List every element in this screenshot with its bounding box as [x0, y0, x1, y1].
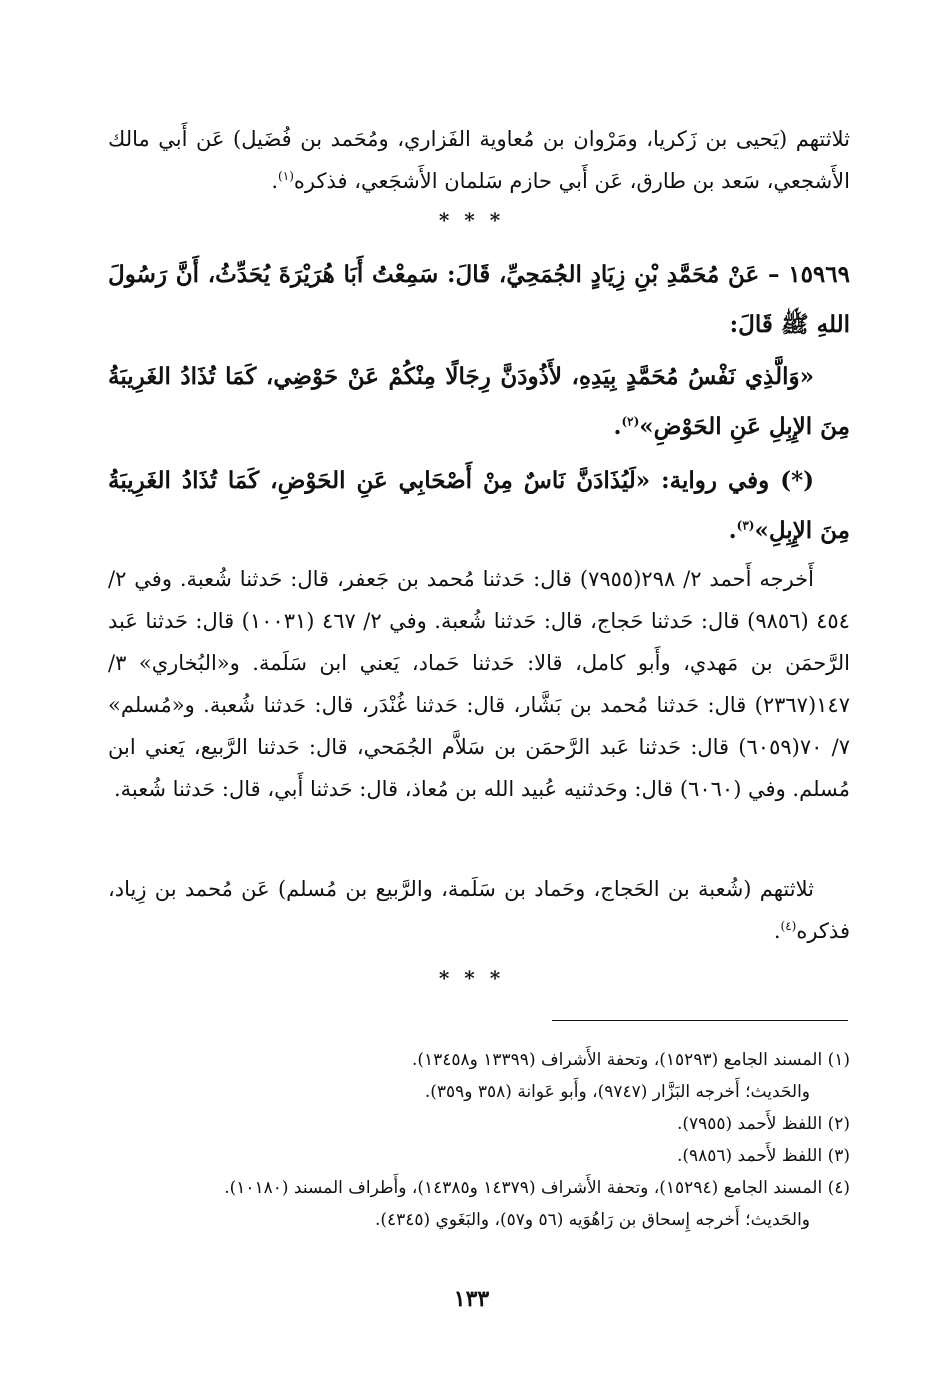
footnote-4-continuation: والحَديث؛ أَخرجه إِسحاق بن رَاهُوَيه (٥٦ و٥٧)، والبَغَوي (٤٣٤٥). — [374, 1210, 810, 1230]
footnotes — [108, 1044, 850, 1236]
conclusion-text: ثلاثتهم (شُعبة بن الحَجاج، وحَماد بن سَلَمة، والرَّبيع بن مُسلم) عَن مُحمد بن زِياد، فذكره — [108, 877, 850, 943]
hadith-header — [108, 250, 850, 350]
section-separator-1: * * * — [438, 208, 505, 232]
footnote-3: (٣) اللفظ لأَحمد (٩٨٥٦). — [676, 1146, 850, 1166]
takhrij-paragraph: أَخرجه أَحمد ٢/ ٢٩٨(٧٩٥٥) قال: حَدثنا مُحمد بن جَعفر، قال: حَدثنا شُعبة. وفي ٢/ ٤٥٤ (٩٨٥٦) قال: حَدثنا حَجاج، قال: حَدثنا شُعبة. وفي ٢/ ٤٦٧ (١٠٠٣١) قال: حَدثنا عَبد الرَّحمَن بن مَهدي، وأَبو كامل، قالا: حَدثنا حَماد، يَعني ابن سَلَمة. و«البُخاري» ٣/ ١٤٧(٢٣٦٧) قال: حَدثنا مُحمد بن بَشَّار، قال: حَدثنا غُنْدَر، قال: حَدثنا شُعبة. و«مُسلم» ٧/ ٧٠(٦٠٥٩) قال: حَدثنا عَبد الرَّحمَن بن سَلاَّم الجُمَحي، قال: حَدثنا الرَّبيع، يَعني ابن مُسلم. وفي (٦٠٦٠) قال: وحَدثنيه عُبيد الله بن مُعاذ، قال: حَدثنا أَبي، قال: حَدثنا شُعبة. — [108, 567, 850, 801]
footnote-ref-3: (٣) — [736, 518, 755, 533]
hadith-matn: «وَالَّذِي نَفْسُ مُحَمَّدٍ بِيَدِهِ، لأَذُودَنَّ رِجَالًا مِنْكُمْ عَنْ حَوْضِي، كَمَا تُذَادُ الغَرِيبَةُ مِنَ الإِبِلِ عَنِ الحَوْضِ»$^{(٢)}$. — [108, 363, 850, 440]
hadith-isnad: عَنْ مُحَمَّدِ بْنِ زِيَادٍ الجُمَحِيِّ، قَالَ: سَمِعْتُ أَبَا هُرَيْرَةَ يُحَدِّثُ، أَنَّ رَسُولَ اللهِ ﷺ قَالَ: — [108, 261, 850, 338]
hadith-number: ١٥٩٦٩ – — [767, 261, 850, 288]
footnote-1-continuation: والحَديث؛ أَخرجه البَزَّار (٩٧٤٧)، وأَبو عَوانة (٣٥٨ و٣٥٩). — [424, 1082, 810, 1102]
footnote-ref-4: (٤) — [780, 919, 797, 933]
conclusion-paragraph: ثلاثتهم (شُعبة بن الحَجاج، وحَماد بن سَلَمة، والرَّبيع بن مُسلم) عَن مُحمد بن زِياد، فذكره$^{(٤)}$. — [108, 877, 850, 943]
intro-paragraph: ثلاثتهم (يَحيى بن زَكريا، ومَرْوان بن مُعاوية الفَزاري، ومُحَمد بن فُضَيل) عَن أَبي مالك الأَشجعي، سَعد بن طارق، عَن أَبي حازم سَلمان الأَشجَعي، فذكره$^{(١)}$. — [108, 127, 850, 193]
page-number: ١٣٣ — [453, 1286, 490, 1312]
hadith-matn-text: «وَالَّذِي نَفْسُ مُحَمَّدٍ بِيَدِهِ، لأَذُودَنَّ رِجَالًا مِنْكُمْ عَنْ حَوْضِي، كَمَا تُذَادُ الغَرِيبَةُ مِنَ الإِبِلِ عَنِ الحَوْضِ» — [108, 363, 850, 440]
hadith-riwaya: (*) وفي رواية: «لَيُذَادَنَّ نَاسٌ مِنْ أَصْحَابِي عَنِ الحَوْضِ، كَمَا تُذَادُ الغَرِيبَةُ مِنَ الإِبِلِ»$^{(٣)}$. — [108, 467, 850, 544]
intro-text: ثلاثتهم (يَحيى بن زَكريا، ومَرْوان بن مُعاوية الفَزاري، ومُحَمد بن فُضَيل) عَن أَبي مالك الأَشجعي، سَعد بن طارق، عَن أَبي حازم سَلمان الأَشجَعي، فذكره — [108, 127, 850, 193]
footnote-ref-2: (٢) — [621, 414, 640, 429]
footnote-divider — [552, 1020, 848, 1021]
footnote-4: (٤) المسند الجامع (١٥٢٩٤)، وتحفة الأَشراف (١٤٣٧٩ و١٤٣٨٥)، وأَطراف المسند (١٠١٨٠). — [224, 1178, 850, 1198]
section-separator-2: * * * — [438, 966, 505, 990]
footnote-1: (١) المسند الجامع (١٥٢٩٣)، وتحفة الأَشراف (١٣٣٩٩ و١٣٤٥٨). — [411, 1050, 850, 1070]
footnote-2: (٢) اللفظ لأَحمد (٧٩٥٥). — [676, 1114, 850, 1134]
footnote-ref-1: (١) — [278, 169, 294, 183]
hadith-riwaya-text: (*) وفي رواية: «لَيُذَادَنَّ نَاسٌ مِنْ أَصْحَابِي عَنِ الحَوْضِ، كَمَا تُذَادُ الغَرِيبَةُ مِنَ الإِبِلِ» — [108, 467, 850, 544]
